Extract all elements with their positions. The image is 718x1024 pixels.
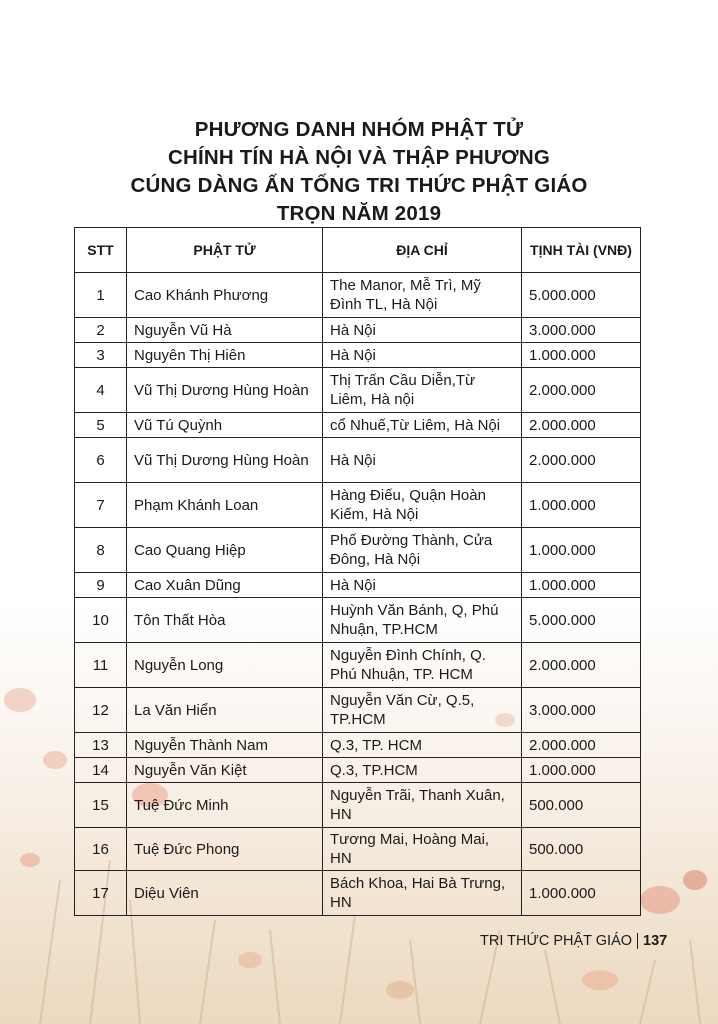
cell-stt: 4: [75, 368, 127, 413]
cell-name: Nguyễn Vũ Hà: [127, 318, 323, 343]
header-amount: TỊNH TÀI (VNĐ): [522, 228, 641, 273]
cell-address: Hà Nội: [323, 438, 522, 483]
cell-amount: 1.000.000: [522, 483, 641, 528]
cell-address: Tương Mai, Hoàng Mai, HN: [323, 828, 522, 871]
cell-stt: 15: [75, 783, 127, 828]
cell-stt: 8: [75, 528, 127, 573]
cell-address: Q.3, TP.HCM: [323, 758, 522, 783]
page-footer: [480, 933, 667, 949]
cell-address: Q.3, TP. HCM: [323, 733, 522, 758]
cell-name: Cao Quang Hiệp: [127, 528, 323, 573]
title-line-4: TRỌN NĂM 2019: [276, 202, 442, 225]
header-stt: STT: [75, 228, 127, 273]
cell-name: Cao Xuân Dũng: [127, 573, 323, 598]
cell-name: Nguyễn Văn Kiệt: [127, 758, 323, 783]
cell-name: Nguyên Thị Hiên: [127, 343, 323, 368]
cell-name: Cao Khánh Phương: [127, 273, 323, 318]
table-row: [75, 733, 641, 758]
cell-name: Vũ Thị Dương Hùng Hoàn: [127, 438, 323, 483]
cell-amount: 2.000.000: [522, 643, 641, 688]
cell-address: Nguyễn Văn Cừ, Q.5, TP.HCM: [323, 688, 522, 733]
title-line-1: PHƯƠNG DANH NHÓM PHẬT TỬ: [194, 118, 524, 141]
cell-address: Huỳnh Văn Bánh, Q, Phú Nhuận, TP.HCM: [323, 598, 522, 643]
cell-amount: 2.000.000: [522, 413, 641, 438]
table-row: [75, 273, 641, 318]
cell-stt: 16: [75, 828, 127, 871]
cell-amount: 5.000.000: [522, 273, 641, 318]
cell-amount: 1.000.000: [522, 343, 641, 368]
cell-address: Hàng Điếu, Quận Hoàn Kiếm, Hà Nội: [323, 483, 522, 528]
cell-stt: 9: [75, 573, 127, 598]
cell-amount: 2.000.000: [522, 368, 641, 413]
cell-amount: 3.000.000: [522, 318, 641, 343]
cell-address: Hà Nội: [323, 318, 522, 343]
footer-publication: TRI THỨC PHẬT GIÁO: [480, 933, 633, 949]
cell-name: Tuệ Đức Phong: [127, 828, 323, 871]
page-number: 137: [643, 933, 668, 949]
cell-stt: 7: [75, 483, 127, 528]
table-row: [75, 318, 641, 343]
title-line-3: CÚNG DÀNG ẤN TỐNG TRI THỨC PHẬT GIÁO: [130, 174, 588, 197]
cell-stt: 14: [75, 758, 127, 783]
table-header-row: [75, 228, 641, 273]
cell-name: Vũ Thị Dương Hùng Hoàn: [127, 368, 323, 413]
cell-amount: 500.000: [522, 828, 641, 871]
cell-amount: 2.000.000: [522, 438, 641, 483]
cell-stt: 13: [75, 733, 127, 758]
cell-address: Bách Khoa, Hai Bà Trưng, HN: [323, 871, 522, 916]
header-address: ĐỊA CHỈ: [323, 228, 522, 273]
cell-address: Phố Đường Thành, Cửa Đông, Hà Nội: [323, 528, 522, 573]
cell-amount: 1.000.000: [522, 573, 641, 598]
donor-table: [74, 227, 641, 916]
cell-amount: 5.000.000: [522, 598, 641, 643]
cell-address: Hà Nội: [323, 573, 522, 598]
cell-address: Nguyễn Đình Chính, Q. Phú Nhuận, TP. HCM: [323, 643, 522, 688]
cell-stt: 3: [75, 343, 127, 368]
table-row: [75, 573, 641, 598]
cell-address: Thị Trấn Cầu Diễn,Từ Liêm, Hà nội: [323, 368, 522, 413]
cell-name: Tôn Thất Hòa: [127, 598, 323, 643]
cell-amount: 3.000.000: [522, 688, 641, 733]
table-row: [75, 643, 641, 688]
table-row: [75, 483, 641, 528]
table-row: [75, 758, 641, 783]
cell-stt: 17: [75, 871, 127, 916]
cell-name: Diệu Viên: [127, 871, 323, 916]
cell-stt: 6: [75, 438, 127, 483]
cell-address: cổ Nhuế,Từ Liêm, Hà Nội: [323, 413, 522, 438]
table-row: [75, 871, 641, 916]
table-row: [75, 343, 641, 368]
cell-stt: 12: [75, 688, 127, 733]
table-row: [75, 688, 641, 733]
cell-name: Vũ Tú Quỳnh: [127, 413, 323, 438]
cell-name: Nguyễn Long: [127, 643, 323, 688]
cell-amount: 2.000.000: [522, 733, 641, 758]
cell-name: Phạm Khánh Loan: [127, 483, 323, 528]
title-line-2: CHÍNH TÍN HÀ NỘI VÀ THẬP PHƯƠNG: [168, 146, 550, 169]
cell-stt: 10: [75, 598, 127, 643]
header-name: PHẬT TỬ: [127, 228, 323, 273]
page-title: [0, 116, 718, 228]
table-row: [75, 368, 641, 413]
table-row: [75, 598, 641, 643]
footer-divider: [637, 933, 638, 949]
cell-stt: 5: [75, 413, 127, 438]
table-body: [75, 273, 641, 916]
cell-stt: 11: [75, 643, 127, 688]
cell-name: Nguyễn Thành Nam: [127, 733, 323, 758]
cell-stt: 1: [75, 273, 127, 318]
table-row: [75, 528, 641, 573]
cell-address: Hà Nội: [323, 343, 522, 368]
cell-address: The Manor, Mễ Trì, Mỹ Đình TL, Hà Nội: [323, 273, 522, 318]
cell-amount: 1.000.000: [522, 871, 641, 916]
cell-amount: 1.000.000: [522, 528, 641, 573]
table-row: [75, 783, 641, 828]
cell-amount: 500.000: [522, 783, 641, 828]
cell-amount: 1.000.000: [522, 758, 641, 783]
table-row: [75, 413, 641, 438]
cell-name: La Văn Hiển: [127, 688, 323, 733]
cell-stt: 2: [75, 318, 127, 343]
table-row: [75, 828, 641, 871]
cell-name: Tuệ Đức Minh: [127, 783, 323, 828]
cell-address: Nguyễn Trãi, Thanh Xuân, HN: [323, 783, 522, 828]
table-row: [75, 438, 641, 483]
